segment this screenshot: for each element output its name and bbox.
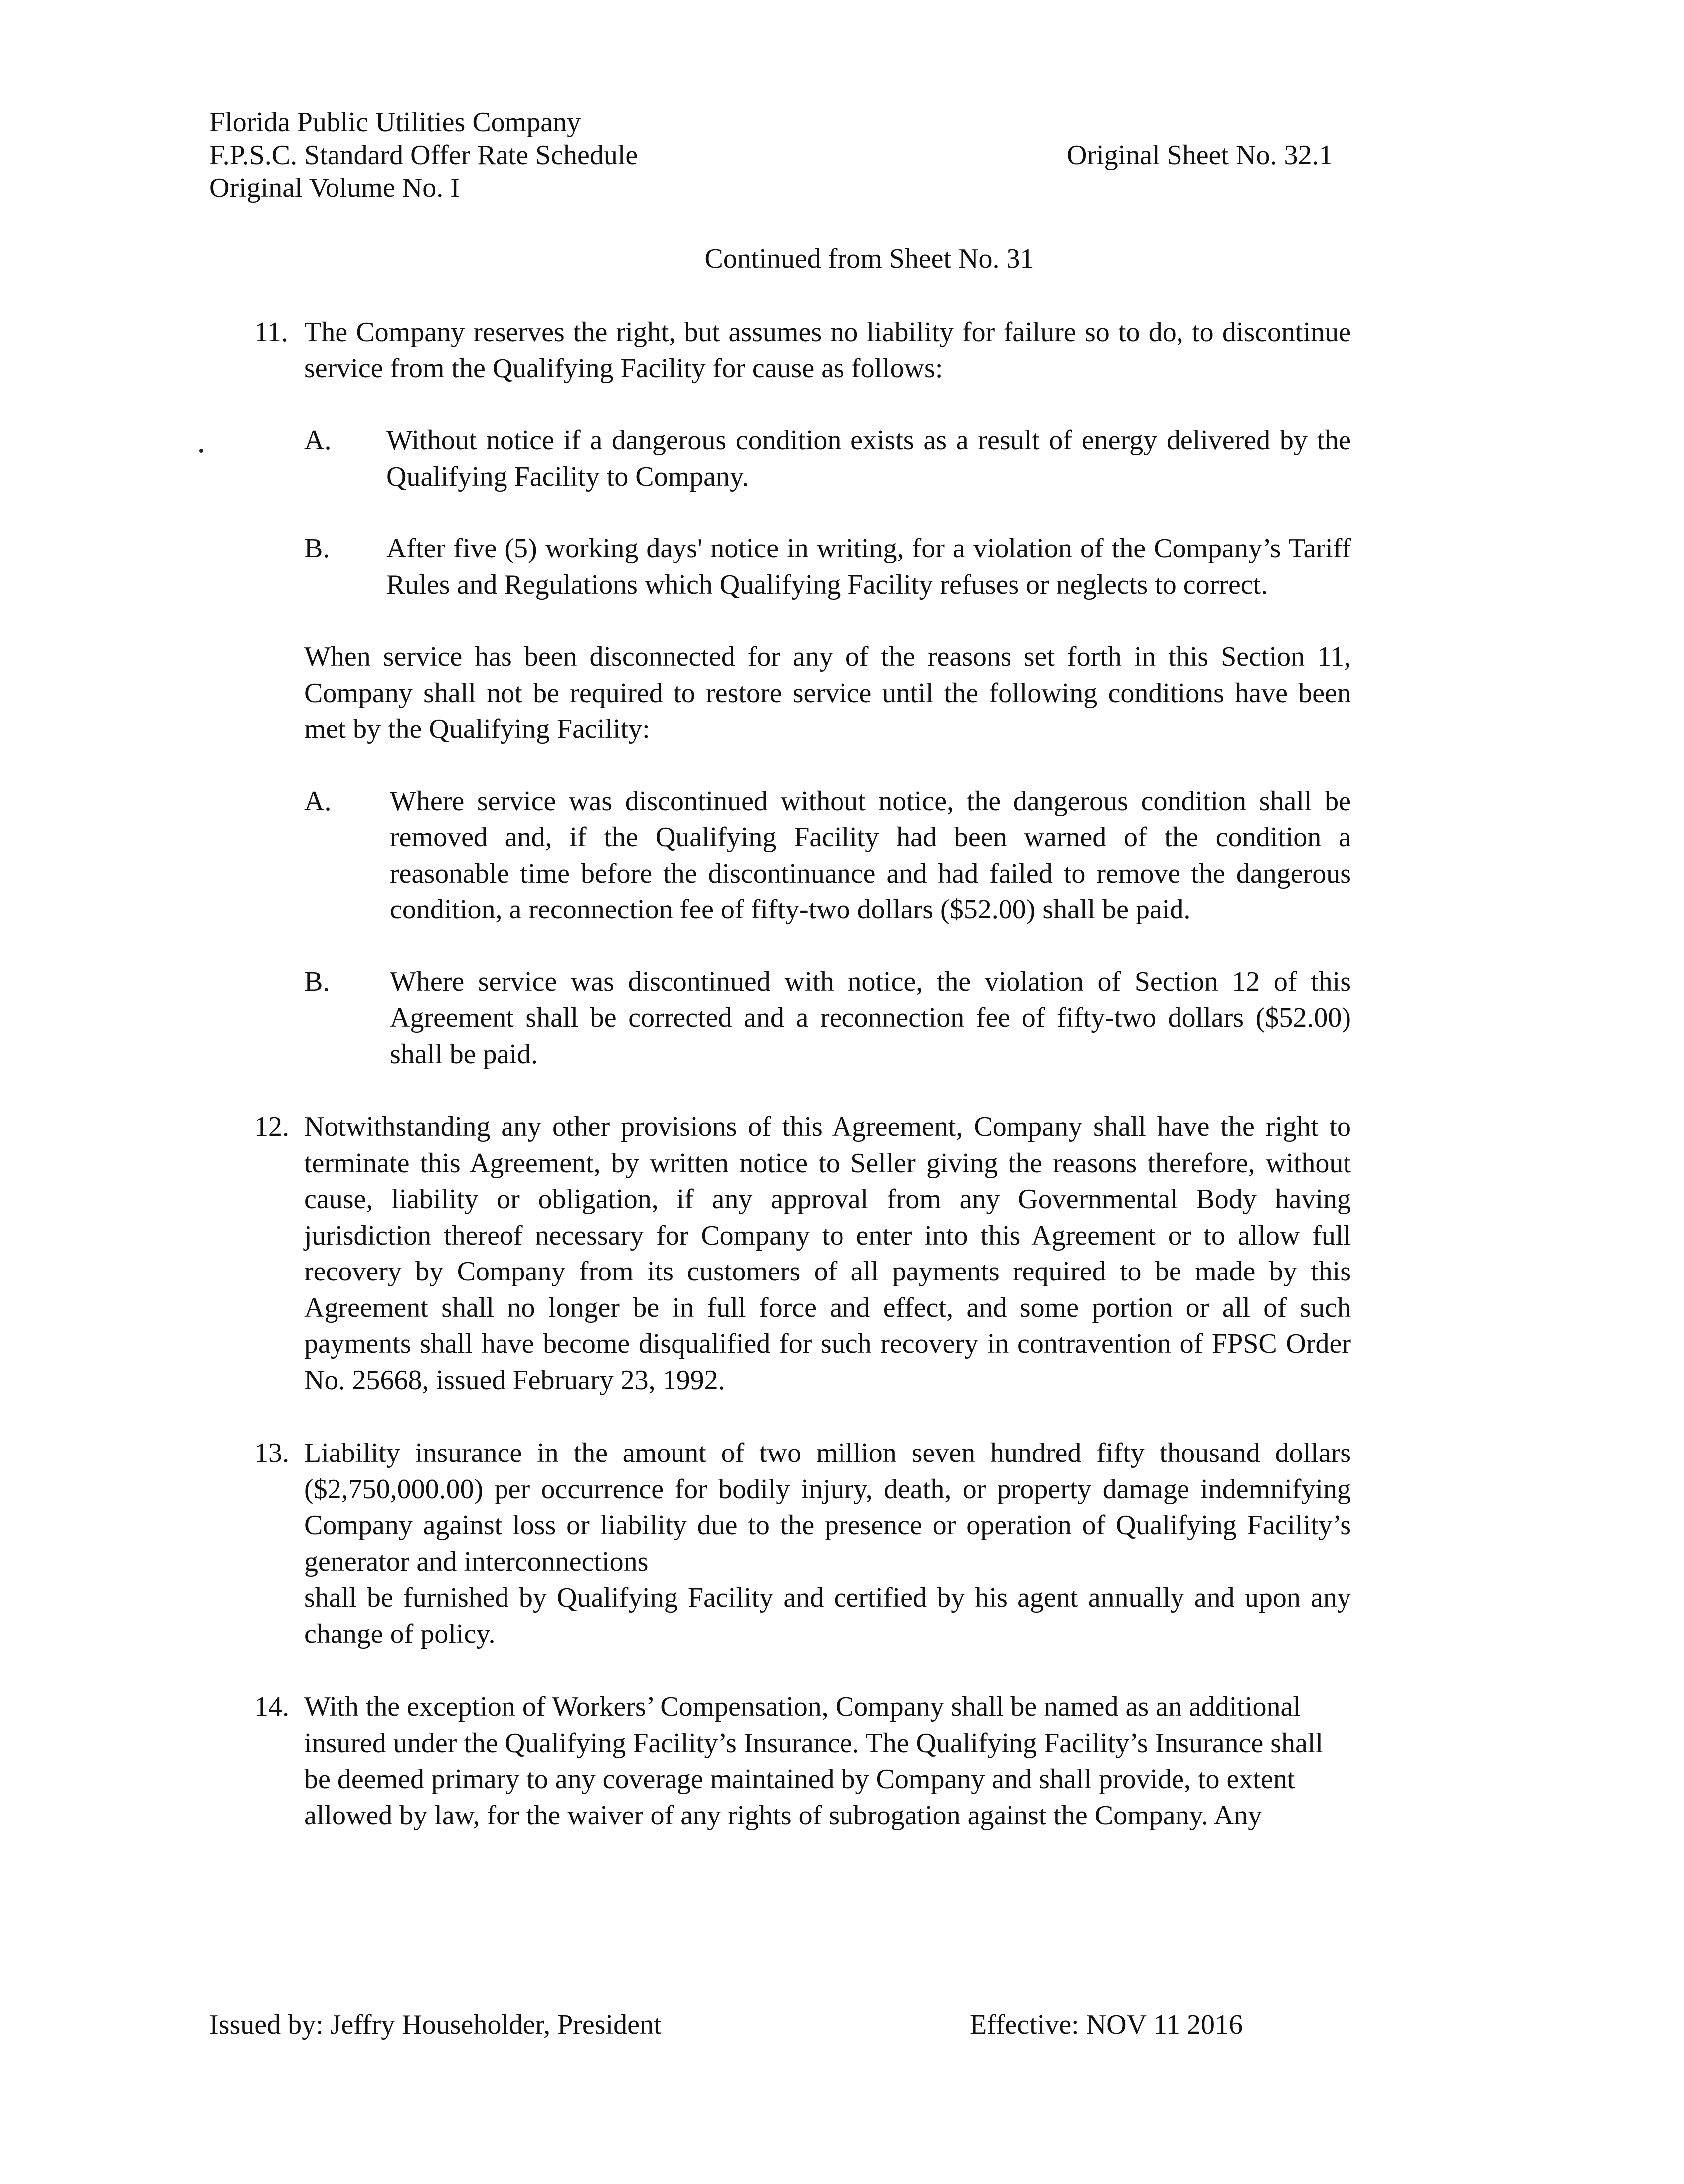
section-14-text: With the exception of Workers’ Compensation, Company shall be named as an additional insured under the Qualifying Facility’s Insurance. The Qualifying Facility’s Insurance shall be deemed primary to any coverage maintained by Company and shall provide, to extent allowed by law, for the waiver of any rights of subrogation against the Company. Any (304, 1691, 1324, 1831)
continued-note: Continued from Sheet No. 31 (704, 243, 1034, 274)
section-number: 14. (254, 1691, 289, 1722)
scan-speck (199, 449, 203, 453)
rate-schedule: F.P.S.C. Standard Offer Rate Schedule (209, 140, 638, 171)
issued-by: Issued by: Jeffry Householder, President (209, 2009, 662, 2040)
item-text: Without notice if a dangerous condition exists as a result of energy delivered by the Qualifying Facility to Company. (386, 425, 1351, 492)
sheet-number: Original Sheet No. 32.1 (1067, 140, 1333, 171)
section-11-item-b (304, 531, 1351, 603)
section-number: 12. (254, 1111, 289, 1142)
item-text: Where service was discontinued with notice, the violation of Section 12 of this Agreement shall be corrected and a reconnection fee of fifty-two dollars ($52.00) shall be paid. (390, 966, 1351, 1070)
item-letter: A. (304, 785, 332, 817)
restore-item-b (304, 964, 1351, 1073)
item-text: After five (5) working days' notice in writing, for a violation of the Company’s Tariff Rules and Regulations which Qualifying Facility refuses or neglects to correct. (386, 533, 1351, 600)
document-body (254, 314, 1351, 1833)
section-11-intro: The Company reserves the right, but assumes no liability for failure so to do, to discontinue service from the Qualifying Facility for cause as follows: (304, 317, 1351, 384)
restore-item-a (304, 783, 1351, 928)
section-11 (254, 314, 1351, 1072)
section-number: 11. (254, 317, 288, 348)
item-text: Where service was discontinued without notice, the dangerous condition shall be removed and, if the Qualifying Facility had been warned of the condition a reasonable time before the discontinuance and had failed to remove the dangerous condition, a reconnection fee of fifty-two dollars ($52.00) shall be paid. (390, 785, 1351, 925)
restore-conditions-paragraph: When service has been disconnected for any of the reasons set forth in this Section 11, Company shall not be required to restore service until the following conditions have been met by the Qualifying Facility: (304, 641, 1351, 744)
section-12 (254, 1109, 1351, 1398)
section-14 (254, 1689, 1351, 1833)
section-number: 13. (254, 1438, 289, 1468)
item-letter: B. (304, 533, 330, 564)
header-block (209, 106, 638, 204)
section-11-item-a (304, 422, 1351, 495)
volume-number: Original Volume No. I (209, 173, 460, 203)
item-letter: B. (304, 966, 330, 997)
section-12-text: Notwithstanding any other provisions of this Agreement, Company shall have the right to terminate this Agreement, by written notice to Seller giving the reasons therefore, without cause, liability or obligation, if any approval from any Governmental Body having jurisdiction thereof necessary for Company to enter into this Agreement or to allow full recovery by Company from its customers of all payments required to be made by this Agreement shall no longer be in full force and effect, and some portion or all of such payments shall have become disqualified for such recovery in contravention of FPSC Order No. 25668, issued February 23, 1992. (304, 1111, 1351, 1396)
company-name: Florida Public Utilities Company (209, 107, 581, 138)
item-letter: A. (304, 425, 332, 456)
section-13-text-part-2: shall be furnished by Qualifying Facility and certified by his agent annually and upon any change of policy. (304, 1582, 1351, 1649)
section-13 (254, 1435, 1351, 1652)
effective-date: Effective: NOV 11 2016 (970, 2009, 1243, 2040)
section-13-text-part-1: Liability insurance in the amount of two million seven hundred fifty thousand dollars ($2,750,000.00) per occurrence for bodily injury, death, or property damage indemnifying Company against loss or liability due to the presence or operation of Qualifying Facility’s generator and interconnections (304, 1438, 1351, 1577)
